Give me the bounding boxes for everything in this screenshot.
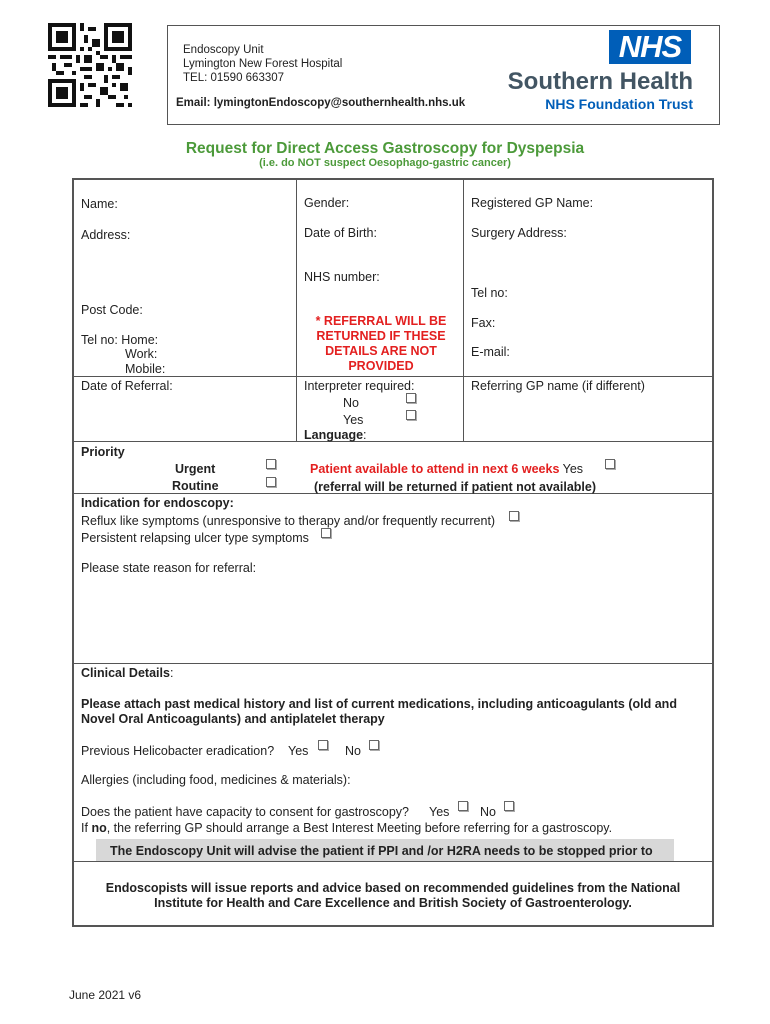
reflux-checkbox[interactable] xyxy=(509,511,519,521)
capacity-no-checkbox[interactable] xyxy=(504,801,514,811)
attach-instructions-line1: Please attach past medical history and list of current medications, including anticoagulants (old and xyxy=(81,697,677,711)
availability-label: Patient available to attend in next 6 weeks Yes xyxy=(310,462,584,476)
tel-mobile-label: Mobile: xyxy=(125,362,166,376)
gender-label: Gender: xyxy=(304,196,350,210)
urgent-checkbox[interactable] xyxy=(266,459,276,469)
nhs-logo-badge: NHS xyxy=(609,30,691,64)
trust-subtitle: NHS Foundation Trust xyxy=(545,96,693,112)
name-label: Name: xyxy=(81,197,118,211)
qr-code xyxy=(48,22,132,108)
routine-checkbox[interactable] xyxy=(266,477,276,487)
interpreter-yes-checkbox[interactable] xyxy=(406,410,416,420)
tel-work-label: Work: xyxy=(125,347,158,361)
interpreter-yes-label: Yes xyxy=(343,413,364,427)
clinical-heading: Clinical Details: xyxy=(81,666,174,680)
h-pylori-no-checkbox[interactable] xyxy=(369,740,379,750)
guidelines-note: Endoscopists will issue reports and advice based on recommended guidelines from the National Institute for Health and Care Excellence and British Society of Gastroenterology. xyxy=(105,881,681,910)
reason-label: Please state reason for referral: xyxy=(81,561,257,575)
divider xyxy=(463,178,464,441)
divider xyxy=(72,376,714,377)
allergies-label: Allergies (including food, medicines & materials): xyxy=(81,773,351,787)
divider xyxy=(72,663,714,664)
interpreter-no-checkbox[interactable] xyxy=(406,393,416,403)
capacity-no-label: No xyxy=(480,805,496,819)
unit-name: Endoscopy Unit xyxy=(183,44,264,56)
availability-yes-checkbox[interactable] xyxy=(605,459,615,469)
post-code-label: Post Code: xyxy=(81,303,143,317)
ulcer-label: Persistent relapsing ulcer type symptoms xyxy=(81,531,309,545)
page-title: Request for Direct Access Gastroscopy for Dyspepsia xyxy=(185,140,585,157)
reflux-label: Reflux like symptoms (unresponsive to therapy and/or frequently recurrent) xyxy=(81,514,496,528)
capacity-label: Does the patient have capacity to consent for gastroscopy? xyxy=(81,805,409,819)
referral-warning: * REFERRAL WILL BE RETURNED IF THESE DETAILS ARE NOT PROVIDED xyxy=(315,314,447,373)
routine-label: Routine xyxy=(172,479,219,493)
h-pylori-label: Previous Helicobacter eradication? xyxy=(81,744,275,758)
ulcer-checkbox[interactable] xyxy=(321,528,331,538)
attach-instructions-line2: Novel Oral Anticoagulants) and antiplatelet therapy xyxy=(81,712,385,726)
interpreter-no-label: No xyxy=(343,396,359,410)
unit-telephone: TEL: 01590 663307 xyxy=(183,72,285,84)
priority-heading: Priority xyxy=(81,445,125,459)
interpreter-label: Interpreter required: xyxy=(304,379,415,393)
surgery-address-label: Surgery Address: xyxy=(471,226,567,240)
registered-gp-label: Registered GP Name: xyxy=(471,196,594,210)
capacity-yes-label: Yes xyxy=(429,805,450,819)
language-label: Language: xyxy=(304,428,367,442)
availability-note: (referral will be returned if patient not available) xyxy=(314,480,597,494)
urgent-label: Urgent xyxy=(175,462,216,476)
nhs-number-label: NHS number: xyxy=(304,270,380,284)
trust-name: Southern Health xyxy=(507,68,693,95)
hospital-name: Lymington New Forest Hospital xyxy=(183,58,343,70)
capacity-note: If no, the referring GP should arrange a Best Interest Meeting before referring for a gastroscopy. xyxy=(81,821,613,835)
unit-email: Email: lymingtonEndoscopy@southernhealth.nhs.uk xyxy=(176,97,466,109)
gp-tel-label: Tel no: xyxy=(471,286,508,300)
referring-gp-label: Referring GP name (if different) xyxy=(471,379,645,393)
h-pylori-yes-label: Yes xyxy=(288,744,309,758)
divider xyxy=(296,178,297,441)
dob-label: Date of Birth: xyxy=(304,226,377,240)
version-footer: June 2021 v6 xyxy=(69,988,142,1002)
h-pylori-no-label: No xyxy=(345,744,361,758)
unit-address xyxy=(183,43,342,85)
indication-heading: Indication for endoscopy: xyxy=(81,496,234,510)
capacity-yes-checkbox[interactable] xyxy=(458,801,468,811)
divider xyxy=(72,441,714,442)
divider xyxy=(72,861,714,862)
address-label: Address: xyxy=(81,228,131,242)
date-of-referral-label: Date of Referral: xyxy=(81,379,173,393)
page-subtitle: (i.e. do NOT suspect Oesophago-gastric cancer) xyxy=(259,157,511,169)
h-pylori-yes-checkbox[interactable] xyxy=(318,740,328,750)
gp-email-label: E-mail: xyxy=(471,345,510,359)
tel-home-label: Tel no: Home: xyxy=(81,333,159,347)
ppi-notice: The Endoscopy Unit will advise the patient if PPI and /or H2RA needs to be stopped prior to xyxy=(110,844,653,858)
gp-fax-label: Fax: xyxy=(471,316,496,330)
